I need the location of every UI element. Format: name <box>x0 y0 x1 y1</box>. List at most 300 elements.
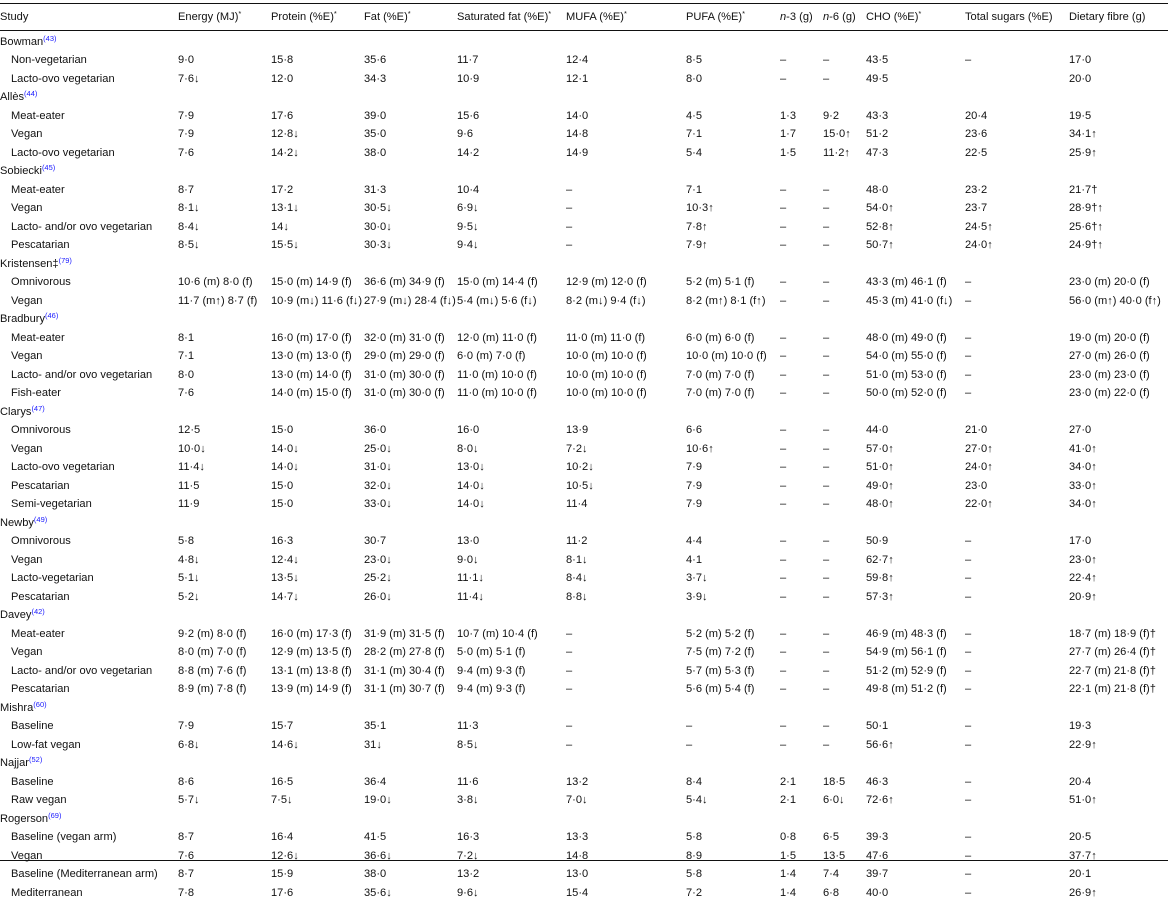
table-cell: 35·6 <box>364 51 386 70</box>
table-cell: 39·3 <box>866 828 888 847</box>
table-cell: – <box>780 495 786 514</box>
table-cell: – <box>780 477 786 496</box>
table-cell: – <box>965 717 971 736</box>
table-cell: 7·1 <box>686 181 702 200</box>
table-cell: – <box>566 717 572 736</box>
study-name-text: Clarys <box>0 406 31 418</box>
table-cell: 6·9↓ <box>457 199 479 218</box>
table-cell: 20·5 <box>1069 828 1091 847</box>
table-cell: 38·0 <box>364 865 386 884</box>
table-cell: 7·9 <box>178 125 194 144</box>
table-row <box>0 366 1168 385</box>
col-header-study: Study <box>0 8 28 26</box>
table-bottom-rule <box>0 860 1168 861</box>
table-row <box>0 347 1168 366</box>
table-cell: 12·9 (m) 13·5 (f) <box>271 643 352 662</box>
table-cell: – <box>823 551 829 570</box>
table-row <box>0 236 1168 255</box>
table-cell: 6·0 (m) 7·0 (f) <box>457 347 525 366</box>
diet-group-label: Vegan <box>11 847 42 866</box>
table-cell: – <box>823 329 829 348</box>
table-cell: 15·7 <box>271 717 293 736</box>
study-name <box>0 162 55 182</box>
table-row <box>0 199 1168 218</box>
table-cell: 31·9 (m) 31·5 (f) <box>364 625 445 644</box>
diet-group-label: Lacto-ovo vegetarian <box>11 458 115 477</box>
table-cell: – <box>823 625 829 644</box>
table-cell: – <box>780 51 786 70</box>
table-cell: 3·8↓ <box>457 791 479 810</box>
study-name <box>0 33 57 53</box>
diet-group-label: Pescatarian <box>11 680 70 699</box>
table-cell: 4·5 <box>686 107 702 126</box>
table-cell: 8·7 <box>178 828 194 847</box>
table-cell: 7·9 <box>686 477 702 496</box>
table-row <box>0 588 1168 607</box>
table-cell: 7·6 <box>178 384 194 403</box>
table-cell: 5·6 (m) 5·4 (f) <box>686 680 754 699</box>
table-cell: 14·8 <box>566 125 588 144</box>
table-cell: 13·2 <box>457 865 479 884</box>
table-cell: 8·1↓ <box>178 199 200 218</box>
table-cell: 16·3 <box>271 532 293 551</box>
reference-link[interactable]: (60) <box>33 700 46 709</box>
table-cell: 11·4↓ <box>178 458 205 477</box>
table-cell: 9·2 <box>823 107 839 126</box>
table-cell: 13·5↓ <box>271 569 299 588</box>
table-cell: 54·0 (m) 55·0 (f) <box>866 347 947 366</box>
table-cell: 51·0↑ <box>1069 791 1097 810</box>
table-cell: – <box>823 181 829 200</box>
table-cell: – <box>965 347 971 366</box>
table-cell: – <box>965 329 971 348</box>
study-heading-row <box>0 754 1168 773</box>
table-cell: – <box>780 680 786 699</box>
table-cell: 36·6↓ <box>364 847 392 866</box>
table-cell: – <box>780 292 786 311</box>
table-cell: 5·8 <box>178 532 194 551</box>
table-cell: – <box>566 199 572 218</box>
table-row <box>0 384 1168 403</box>
study-heading-row <box>0 162 1168 181</box>
table-cell: 11·1↓ <box>457 569 484 588</box>
table-cell: 28·9†↑ <box>1069 199 1103 218</box>
table-cell: – <box>780 532 786 551</box>
table-cell: 16·5 <box>271 773 293 792</box>
table-cell: – <box>823 421 829 440</box>
table-cell: – <box>780 625 786 644</box>
table-cell: 13·0↓ <box>457 458 485 477</box>
table-cell: 5·8 <box>686 828 702 847</box>
table-cell: 39·0 <box>364 107 386 126</box>
table-cell: 12·4↓ <box>271 551 299 570</box>
table-cell: 7·6 <box>178 847 194 866</box>
study-name <box>0 810 61 830</box>
table-cell: 8·4 <box>686 773 702 792</box>
table-cell: 7·5 (m) 7·2 (f) <box>686 643 754 662</box>
table-cell: 7·2↓ <box>566 440 588 459</box>
diet-group-label: Omnivorous <box>11 532 71 551</box>
table-cell: – <box>823 569 829 588</box>
table-cell: 11·3 <box>457 717 478 736</box>
table-cell: 19·0 (m) 20·0 (f) <box>1069 329 1150 348</box>
table-cell: 31·1 (m) 30·7 (f) <box>364 680 445 699</box>
table-cell: 51·2 (m) 52·9 (f) <box>866 662 947 681</box>
table-cell: 27·0↑ <box>965 440 993 459</box>
table-cell: 14·2 <box>457 144 479 163</box>
diet-group-label: Vegan <box>11 199 42 218</box>
table-cell: 40·0 <box>866 884 888 902</box>
table-cell: 30·5↓ <box>364 199 392 218</box>
table-row <box>0 865 1168 884</box>
table-header-row <box>0 8 1168 27</box>
table-row <box>0 828 1168 847</box>
table-cell: – <box>965 532 971 551</box>
table-cell: 7·9 <box>178 717 194 736</box>
table-top-rule <box>0 3 1168 4</box>
table-cell: 20·4 <box>965 107 987 126</box>
table-cell: 8·8 (m) 7·6 (f) <box>178 662 246 681</box>
table-cell: 13·2 <box>566 773 588 792</box>
table-cell: 9·6 <box>457 125 473 144</box>
table-cell: 35·6↓ <box>364 884 392 902</box>
reference-link[interactable]: (69) <box>48 811 61 820</box>
table-cell: – <box>780 662 786 681</box>
table-cell: 2·1 <box>780 773 796 792</box>
table-cell: 18·7 (m) 18·9 (f)† <box>1069 625 1156 644</box>
study-name <box>0 606 45 626</box>
col-header-dietary-fibre: Dietary fibre (g) <box>1069 8 1145 26</box>
diet-group-label: Non-vegetarian <box>11 51 87 70</box>
table-cell: 9·2 (m) 8·0 (f) <box>178 625 246 644</box>
table-cell: 15·9 <box>271 865 293 884</box>
table-cell: 25·2↓ <box>364 569 392 588</box>
table-cell: – <box>823 458 829 477</box>
study-heading-row <box>0 33 1168 52</box>
table-cell: 5·1↓ <box>178 569 200 588</box>
table-row <box>0 625 1168 644</box>
table-cell: 10·3↑ <box>686 199 714 218</box>
diet-group-label: Fish-eater <box>11 384 61 403</box>
table-cell: 14·0↓ <box>457 495 485 514</box>
study-name <box>0 88 37 108</box>
study-name-text: Bradbury <box>0 313 45 325</box>
diet-group-label: Vegan <box>11 292 42 311</box>
table-cell: – <box>823 70 829 89</box>
table-cell: 26·0↓ <box>364 588 392 607</box>
table-cell: 56·0 (m↑) 40·0 (f↑) <box>1069 292 1161 311</box>
table-cell: – <box>823 199 829 218</box>
table-cell: 22·9↑ <box>1069 736 1097 755</box>
col-header-fat: Fat (%E)* <box>364 8 411 27</box>
table-cell: 6·5 <box>823 828 839 847</box>
table-cell: 8·2 (m↓) 9·4 (f↓) <box>566 292 646 311</box>
table-cell: – <box>823 736 829 755</box>
table-cell: 59·8↑ <box>866 569 894 588</box>
table-cell: 5·7↓ <box>178 791 200 810</box>
table-cell: 49·0↑ <box>866 477 894 496</box>
table-cell: 9·4 (m) 9·3 (f) <box>457 680 525 699</box>
table-cell: – <box>566 236 572 255</box>
reference-link[interactable]: (45) <box>42 163 55 172</box>
table-cell: 8·0 <box>686 70 702 89</box>
diet-group-label: Semi-vegetarian <box>11 495 92 514</box>
table-cell: 24·0↑ <box>965 236 993 255</box>
table-cell: 5·2↓ <box>178 588 200 607</box>
table-cell: 19·5 <box>1069 107 1091 126</box>
study-heading-row <box>0 255 1168 274</box>
reference-link[interactable]: (42) <box>31 607 44 616</box>
study-heading-row <box>0 310 1168 329</box>
diet-group-label: Pescatarian <box>11 477 70 496</box>
table-cell: – <box>780 717 786 736</box>
table-row <box>0 107 1168 126</box>
table-cell: 13·3 <box>566 828 588 847</box>
table-row <box>0 643 1168 662</box>
table-cell: 16·3 <box>457 828 479 847</box>
table-cell: 23·0↑ <box>1069 551 1097 570</box>
table-cell: 57·0↑ <box>866 440 894 459</box>
table-cell: – <box>965 588 971 607</box>
study-name-text: Rogerson <box>0 813 48 825</box>
table-cell: 19·3 <box>1069 717 1091 736</box>
table-cell: 5·2 (m) 5·1 (f) <box>686 273 754 292</box>
table-cell: 13·9 <box>566 421 588 440</box>
table-cell: 35·1 <box>364 717 386 736</box>
table-header-rule <box>0 30 1168 31</box>
reference-link[interactable]: (44) <box>24 89 37 98</box>
table-cell: 48·0 (m) 49·0 (f) <box>866 329 947 348</box>
table-cell: 14·6↓ <box>271 736 299 755</box>
table-cell: 29·0 (m) 29·0 (f) <box>364 347 445 366</box>
table-cell: 1·4 <box>780 865 796 884</box>
table-cell: 18·5 <box>823 773 845 792</box>
table-cell: 25·0↓ <box>364 440 392 459</box>
reference-link[interactable]: (43) <box>43 34 56 43</box>
table-cell: 20·0 <box>1069 70 1091 89</box>
table-cell: 8·5↓ <box>457 736 479 755</box>
table-cell: 10·0 (m) 10·0 (f) <box>686 347 767 366</box>
table-row <box>0 273 1168 292</box>
col-header-n6: n-6 (g) <box>823 8 856 26</box>
table-cell: 33·0↑ <box>1069 477 1097 496</box>
table-cell: – <box>686 736 692 755</box>
table-cell: 2·1 <box>780 791 796 810</box>
study-name-text: Najjar <box>0 757 29 769</box>
table-cell: 51·0↑ <box>866 458 894 477</box>
table-cell: – <box>823 218 829 237</box>
table-cell: 11·0 (m) 10·0 (f) <box>457 384 537 403</box>
table-cell: 10·0 (m) 10·0 (f) <box>566 347 647 366</box>
table-cell: 6·0↓ <box>823 791 845 810</box>
diet-group-label: Vegan <box>11 551 42 570</box>
reference-link[interactable]: (46) <box>45 311 58 320</box>
table-cell: 10·4 <box>457 181 479 200</box>
table-cell: 11·4 <box>566 495 587 514</box>
table-cell: – <box>823 588 829 607</box>
table-cell: 8·5 <box>686 51 702 70</box>
table-cell: 23·7 <box>965 199 987 218</box>
table-cell: 8·1↓ <box>566 551 588 570</box>
table-cell: – <box>780 70 786 89</box>
table-cell: 31·0↓ <box>364 458 392 477</box>
diet-group-label: Pescatarian <box>11 236 70 255</box>
study-name-text: Kristensen‡ <box>0 258 59 270</box>
table-cell: 46·9 (m) 48·3 (f) <box>866 625 947 644</box>
table-cell: – <box>965 773 971 792</box>
table-cell: 47·3 <box>866 144 888 163</box>
table-cell: 11·7 (m↑) 8·7 (f) <box>178 292 257 311</box>
table-cell: 7·9 <box>178 107 194 126</box>
table-cell: 34·3 <box>364 70 386 89</box>
table-row <box>0 181 1168 200</box>
table-cell: 12·8↓ <box>271 125 299 144</box>
study-name <box>0 754 42 774</box>
table-row <box>0 144 1168 163</box>
study-name-text: Newby <box>0 517 34 529</box>
table-cell: – <box>780 181 786 200</box>
table-cell: 24·9†↑ <box>1069 236 1103 255</box>
table-cell: 49·5 <box>866 70 888 89</box>
reference-link[interactable]: (49) <box>34 515 47 524</box>
table-cell: 7·6 <box>178 144 194 163</box>
table-cell: 9·4↓ <box>457 236 479 255</box>
table-cell: 9·0↓ <box>457 551 479 570</box>
table-cell: 15·6 <box>457 107 479 126</box>
table-cell: 11·0 (m) 11·0 (f) <box>566 329 645 348</box>
table-cell: 20·4 <box>1069 773 1091 792</box>
table-row <box>0 847 1168 866</box>
table-cell: – <box>780 329 786 348</box>
table-row <box>0 421 1168 440</box>
table-row <box>0 791 1168 810</box>
study-name <box>0 699 47 719</box>
table-cell: 36·0 <box>364 421 386 440</box>
table-cell: 24·5↑ <box>965 218 993 237</box>
reference-link[interactable]: (52) <box>29 755 42 764</box>
table-cell: 4·4 <box>686 532 702 551</box>
table-cell: 8·2 (m↑) 8·1 (f↑) <box>686 292 766 311</box>
table-cell: 16·0 <box>457 421 479 440</box>
table-row <box>0 662 1168 681</box>
table-cell: 10·6↑ <box>686 440 714 459</box>
table-cell: 12·0 <box>271 70 293 89</box>
table-row <box>0 440 1168 459</box>
table-cell: 11·4↓ <box>457 588 484 607</box>
table-cell: 13·0 <box>566 865 588 884</box>
table-cell: 1·7 <box>780 125 796 144</box>
study-name <box>0 310 58 330</box>
reference-link[interactable]: (79) <box>59 256 72 265</box>
table-cell: 14·0↓ <box>271 440 299 459</box>
table-row <box>0 773 1168 792</box>
study-heading-row <box>0 88 1168 107</box>
table-cell: – <box>823 51 829 70</box>
table-cell: 13·0 (m) 14·0 (f) <box>271 366 352 385</box>
table-cell: 21·7† <box>1069 181 1097 200</box>
col-header-cho: CHO (%E)* <box>866 8 921 27</box>
table-cell: 26·9↑ <box>1069 884 1097 902</box>
diet-group-label: Raw vegan <box>11 791 67 810</box>
table-cell: 44·0 <box>866 421 888 440</box>
table-cell: 33·0↓ <box>364 495 392 514</box>
table-cell: – <box>965 366 971 385</box>
table-cell: 7·9↑ <box>686 236 708 255</box>
table-cell: 27·0 (m) 26·0 (f) <box>1069 347 1150 366</box>
table-cell: 38·0 <box>364 144 386 163</box>
table-cell: 1·5 <box>780 847 796 866</box>
table-cell: 9·4 (m) 9·3 (f) <box>457 662 525 681</box>
table-cell: 23·0 (m) 23·0 (f) <box>1069 366 1150 385</box>
table-row <box>0 458 1168 477</box>
table-cell: 14·0 (m) 15·0 (f) <box>271 384 352 403</box>
table-cell: 72·6↑ <box>866 791 894 810</box>
table-cell: – <box>823 384 829 403</box>
table-cell: 11·2↑ <box>823 144 850 163</box>
table-row <box>0 70 1168 89</box>
table-cell: – <box>686 717 692 736</box>
table-cell: – <box>965 273 971 292</box>
table-cell: 15·5↓ <box>271 236 299 255</box>
diet-group-label: Lacto-vegetarian <box>11 569 94 588</box>
table-cell: 13·9 (m) 14·9 (f) <box>271 680 352 699</box>
table-cell: 13·1↓ <box>271 199 299 218</box>
table-cell: 56·6↑ <box>866 736 894 755</box>
table-cell: 28·2 (m) 27·8 (f) <box>364 643 445 662</box>
table-cell: 3·9↓ <box>686 588 708 607</box>
diet-group-label: Meat-eater <box>11 329 65 348</box>
table-cell: 52·8↑ <box>866 218 894 237</box>
table-cell: – <box>823 236 829 255</box>
table-cell: 5·4 (m↓) 5·6 (f↓) <box>457 292 537 311</box>
table-cell: 34·0↑ <box>1069 495 1097 514</box>
diet-group-label: Lacto- and/or ovo vegetarian <box>11 366 152 385</box>
table-cell: 46·3 <box>866 773 888 792</box>
table-cell: 23·0 (m) 20·0 (f) <box>1069 273 1150 292</box>
table-cell: 7·8↑ <box>686 218 708 237</box>
table-cell: – <box>823 643 829 662</box>
table-cell: 50·9 <box>866 532 888 551</box>
table-cell: 48·0↑ <box>866 495 894 514</box>
table-cell: 20·1 <box>1069 865 1091 884</box>
table-cell: 50·1 <box>866 717 888 736</box>
table-cell: 6·0 (m) 6·0 (f) <box>686 329 754 348</box>
table-cell: – <box>965 384 971 403</box>
table-cell: 43·5 <box>866 51 888 70</box>
table-cell: 16·4 <box>271 828 293 847</box>
table-cell: 43·3 <box>866 107 888 126</box>
table-cell: 7·0↓ <box>566 791 588 810</box>
table-cell: 49·8 (m) 51·2 (f) <box>866 680 947 699</box>
diet-group-label: Meat-eater <box>11 107 65 126</box>
table-cell: 31↓ <box>364 736 382 755</box>
table-cell: – <box>823 366 829 385</box>
table-cell: 1·3 <box>780 107 796 126</box>
table-cell: – <box>965 680 971 699</box>
diet-group-label: Lacto-ovo vegetarian <box>11 70 115 89</box>
table-cell: – <box>780 588 786 607</box>
table-cell: 7·4 <box>823 865 839 884</box>
table-cell: 43·3 (m) 46·1 (f) <box>866 273 947 292</box>
study-heading-row <box>0 606 1168 625</box>
table-cell: – <box>823 662 829 681</box>
col-header-energy: Energy (MJ)* <box>178 8 241 27</box>
table-cell: 8·7 <box>178 865 194 884</box>
table-cell: 15·0 <box>271 421 293 440</box>
table-cell: 32·0 (m) 31·0 (f) <box>364 329 445 348</box>
diet-group-label: Vegan <box>11 125 42 144</box>
reference-link[interactable]: (47) <box>31 404 44 413</box>
